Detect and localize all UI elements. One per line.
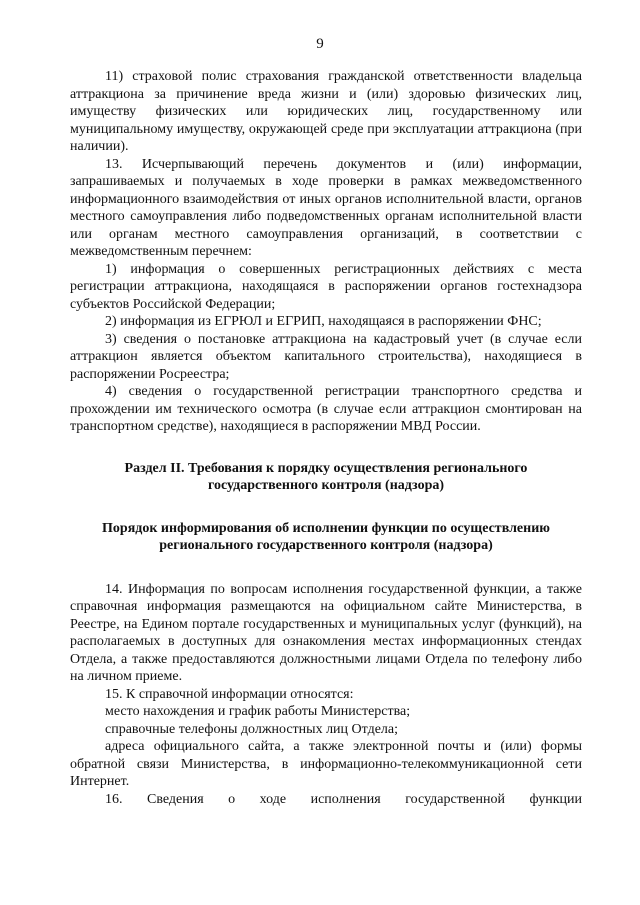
- list-item: 3) сведения о постановке аттракциона на кадастровый учет (в случае если аттракцион является объектом капитального строительства), находящиеся в распоряжении Росреестра;: [70, 331, 582, 382]
- list-item: 2) информация из ЕГРЮЛ и ЕГРИП, находящаяся в распоряжении ФНС;: [105, 314, 542, 329]
- document-body: [70, 68, 582, 808]
- list-item: 4) сведения о государственной регистрации транспортного средства и прохождении им технического осмотра (в случае если аттракцион смонтирован на транспортном средстве), находящиеся в распоряжении МВД России.: [70, 384, 582, 434]
- paragraph: место нахождения и график работы Министерства;: [105, 704, 411, 719]
- paragraph: 13. Исчерпывающий перечень документов и (или) информации, запрашиваемых и получаемых в ходе проверки в рамках межведомственного информационного взаимодействия от иных органов исполнительной власти, органов местного самоуправления либо подведомственных органам исполнительной власти или органам местного самоуправления организаций, в соответствии с межведомственным перечнем:: [70, 156, 582, 259]
- subsection-heading: Порядок информирования об исполнении функции по осуществлению регионального государственного контроля (надзора): [102, 520, 550, 553]
- list-item: 1) информация о совершенных регистрационных действиях с места регистрации аттракциона, находящаяся в распоряжении органов гостехнадзора субъектов Российской Федерации;: [70, 261, 582, 312]
- paragraph: адреса официального сайта, а также электронной почты и (или) формы обратной связи Министерства, в информационно-телекоммуникационной сети Интернет.: [70, 739, 582, 789]
- paragraph-cut-off: 16. Сведения о ходе исполнения государственной функции: [105, 791, 582, 807]
- paragraph: справочные телефоны должностных лиц Отдела;: [105, 721, 399, 737]
- paragraph: 11) страховой полис страхования гражданской ответственности владельца аттракциона за причинение вреда жизни и (или) здоровью физических лиц, имуществу физических или юридических лиц, государственному или муниципальному имуществу, окружающей среде при эксплуатации аттракциона (при наличии).: [70, 69, 582, 154]
- paragraph: 15. К справочной информации относятся:: [105, 686, 354, 702]
- paragraph: 14. Информация по вопросам исполнения государственной функции, а также справочная информация размещаются на официальном сайте Министерства, в Реестре, на Едином портале государственных и муниципальных услуг (функций), на располагаемых в доступных для ознакомления местах информационных стендах Отдела, а также предоставляются должностными лицами Отдела по телефону либо на личном приеме.: [70, 581, 582, 684]
- page-number: 9: [316, 36, 324, 52]
- section-heading: Раздел II. Требования к порядку осуществления регионального государственного контроля (надзора): [124, 460, 528, 493]
